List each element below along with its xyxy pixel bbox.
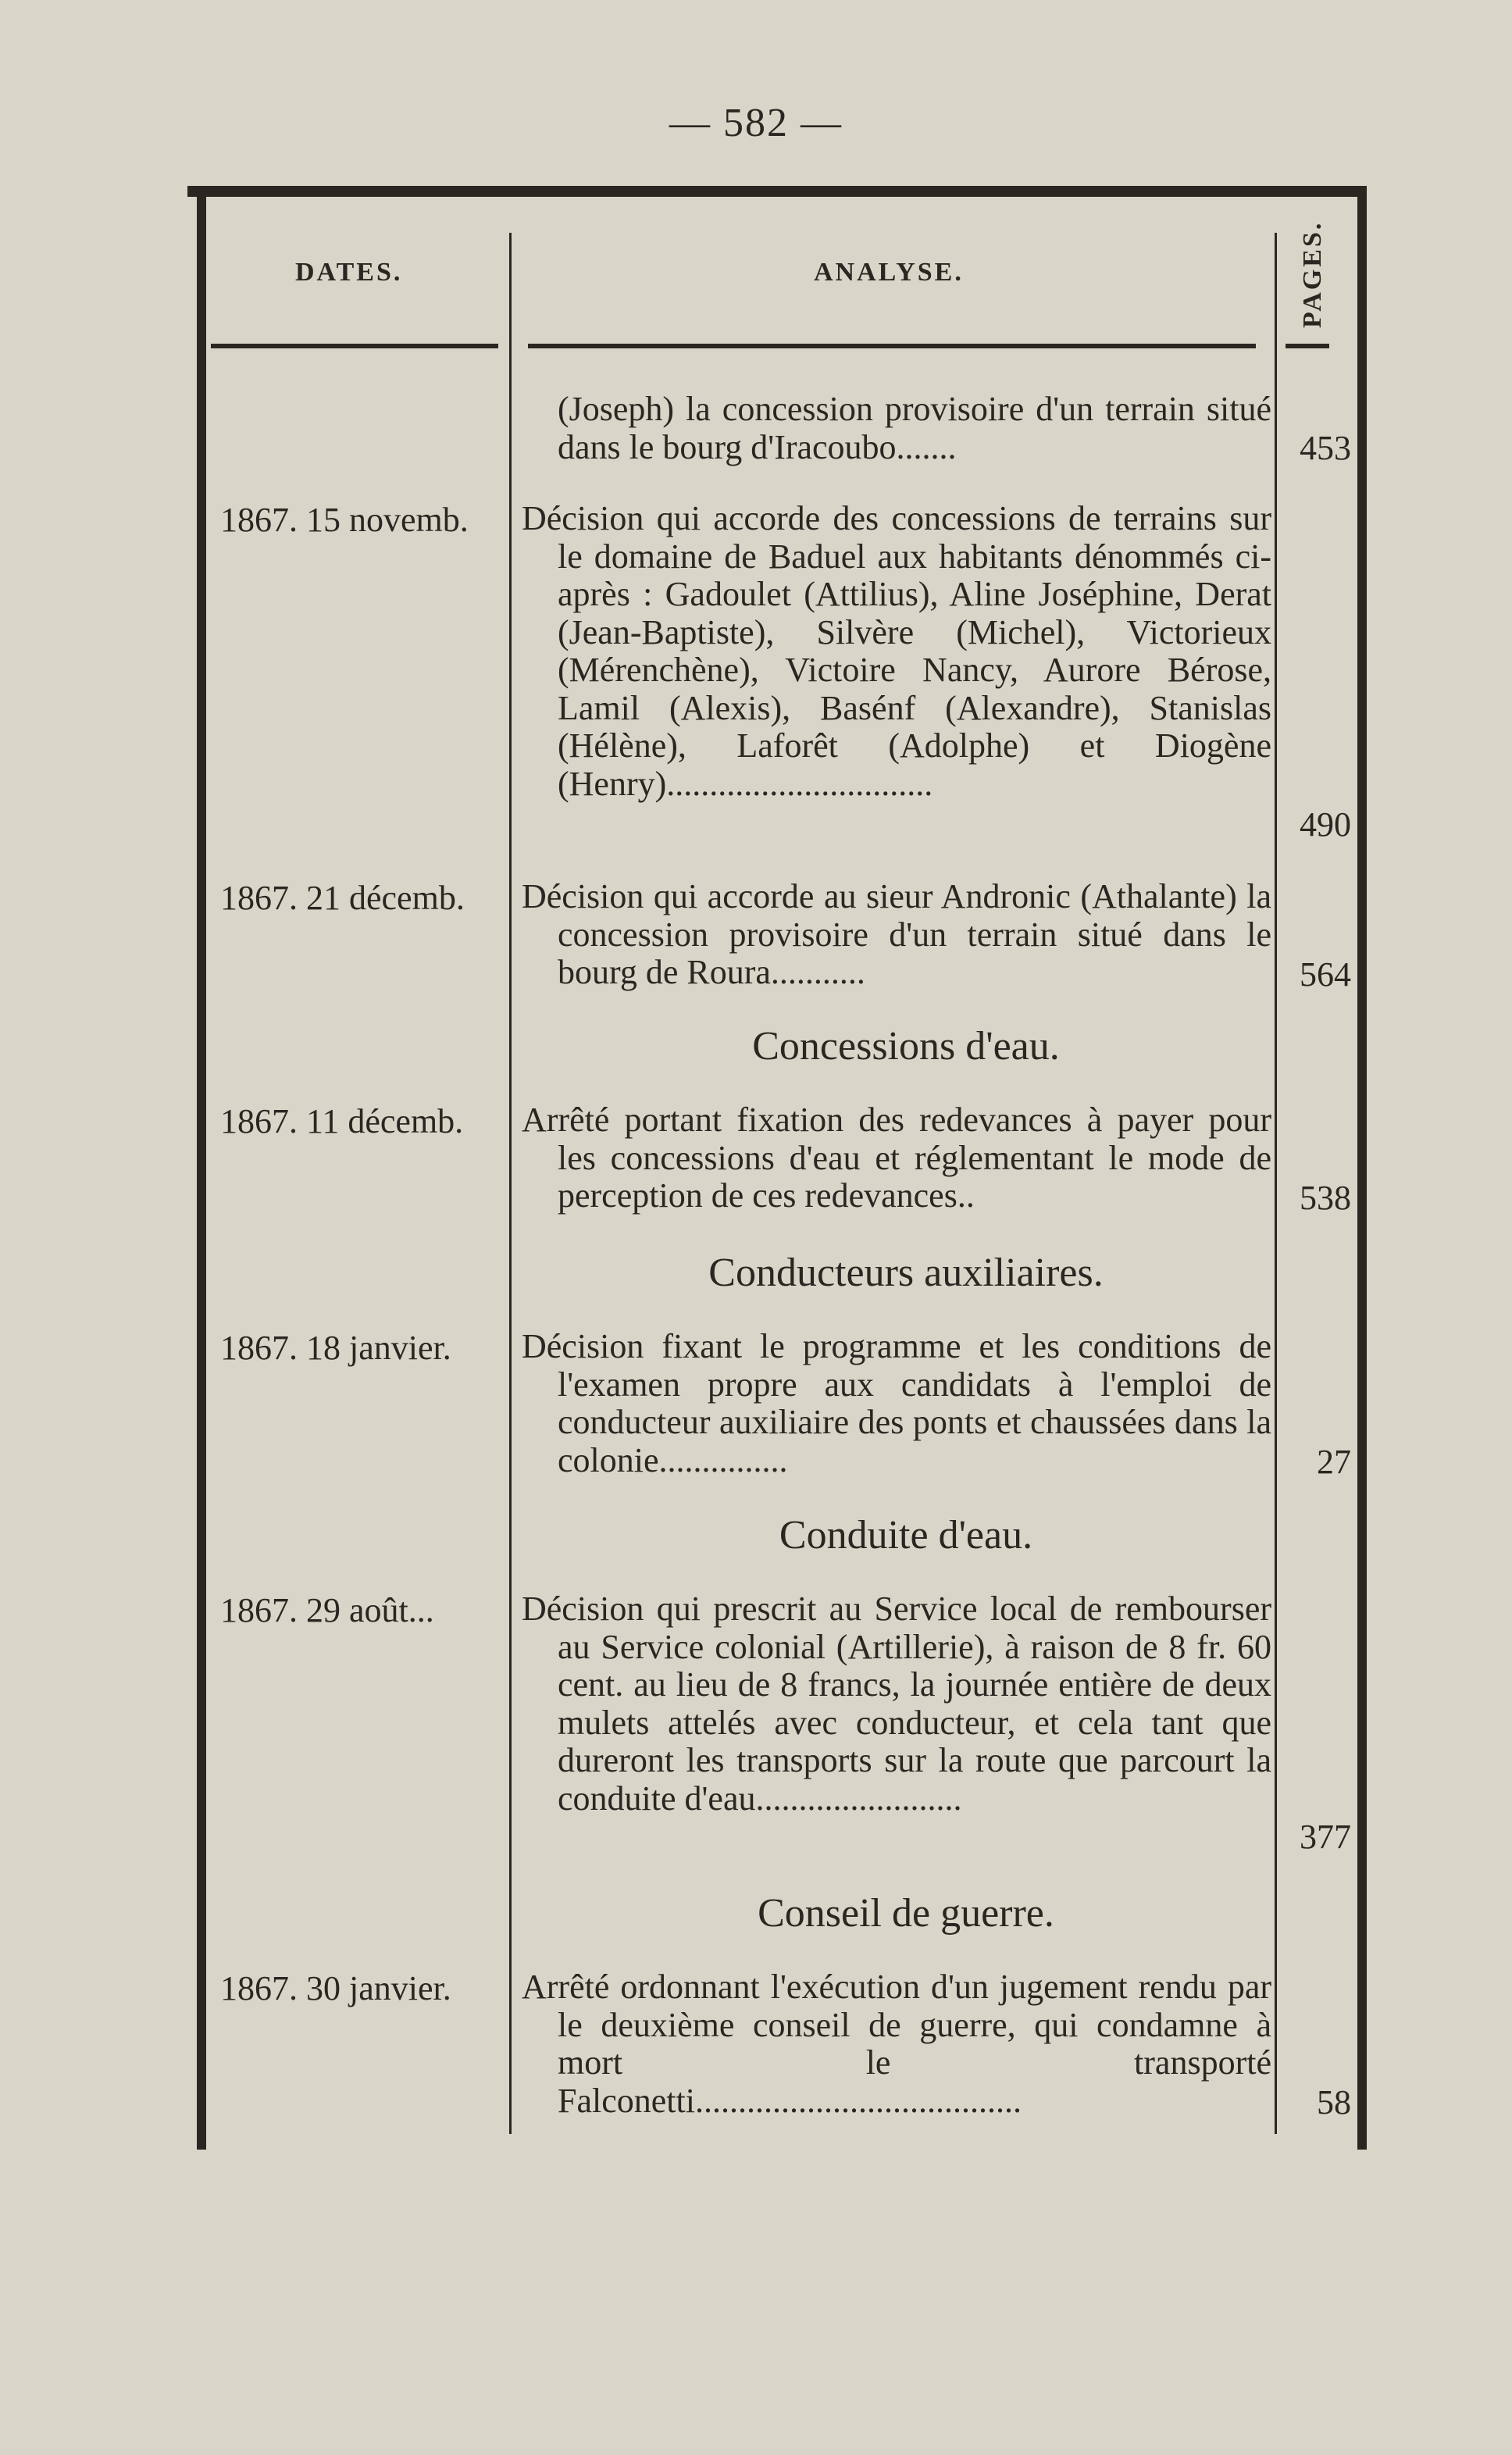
entry-text: Décision qui accorde des concessions de terrains sur le domaine de Baduel aux habitants dénommés ci-après : Gadoulet (Attilius), Aline Joséphine, Derat (Jean-Baptiste), Silvère (Michel), Victorieux (Mérenchène), Victoire Nancy, Aurore Bérose, Lamil (Alexis), Basénf (Alexandre), Stanislas (Hélène), Laforêt (Adolphe) et Diogène (Henry)...............................: [522, 499, 1271, 803]
entry-date: 1867. 18 janvier.: [220, 1329, 451, 1367]
entry-date: 1867. 11 décemb.: [220, 1102, 464, 1140]
section-heading: Concessions d'eau.: [752, 1024, 1060, 1069]
right-border: [1357, 186, 1367, 2150]
header-dates: DATES.: [295, 258, 403, 287]
entry-page: 58: [1317, 2083, 1351, 2121]
entry-date: 1867. 21 décemb.: [220, 879, 465, 917]
section-heading: Conduite d'eau.: [779, 1513, 1033, 1558]
entry-text: Décision fixant le programme et les conditions de l'examen propre aux candidats à l'emploi de conducteur auxiliaire des ponts et chaussées dans la colonie...............: [522, 1327, 1271, 1479]
section-heading: Conseil de guerre.: [758, 1891, 1054, 1936]
entry-page: 490: [1300, 805, 1351, 844]
header-rule-analyse: [528, 344, 1256, 348]
entry-date: 1867. 29 août...: [220, 1591, 434, 1629]
header-rule-pages: [1286, 344, 1329, 348]
entry-text: Décision qui accorde au sieur Andronic (Athalante) la concession provisoire d'un terrain situé dans le bourg de Roura...........: [522, 877, 1271, 991]
page-number: — 582 —: [669, 101, 843, 145]
top-rule: [187, 186, 1367, 197]
entry-text: Arrêté ordonnant l'exécution d'un jugement rendu par le deuxième conseil de guerre, qui condamne à mort le transporté Falconetti......................................: [522, 1968, 1271, 2120]
header-analyse: ANALYSE.: [814, 258, 964, 287]
entry-page: 27: [1317, 1443, 1351, 1481]
entry-page: 377: [1300, 1818, 1351, 1856]
entry-page: 564: [1300, 955, 1351, 994]
entry-date: 1867. 15 novemb.: [220, 501, 469, 539]
header-pages: PAGES.: [1298, 220, 1327, 328]
left-border: [197, 186, 206, 2150]
entry-text: (Joseph) la concession provisoire d'un terrain situé dans le bourg d'Iracoubo.......: [558, 390, 1271, 466]
header-rule-dates: [211, 344, 498, 348]
entry-date: 1867. 30 janvier.: [220, 1969, 451, 2007]
entry-text: Arrêté portant fixation des redevances à payer pour les concessions d'eau et réglementant le mode de perception de ces redevances..: [522, 1101, 1271, 1215]
entry-page: 538: [1300, 1179, 1351, 1217]
column-divider-pages: [1275, 233, 1277, 2134]
section-heading: Conducteurs auxiliaires.: [708, 1251, 1104, 1295]
entry-page: 453: [1300, 429, 1351, 467]
entry-text: Décision qui prescrit au Service local de rembourser au Service colonial (Artillerie), à raison de 8 fr. 60 cent. au lieu de 8 francs, la journée entière de deux mulets attelés avec conducteur, et cela tant que dureront les transports sur la route que parcourt la conduite d'eau........................: [522, 1590, 1271, 1818]
column-divider-dates: [509, 233, 512, 2134]
